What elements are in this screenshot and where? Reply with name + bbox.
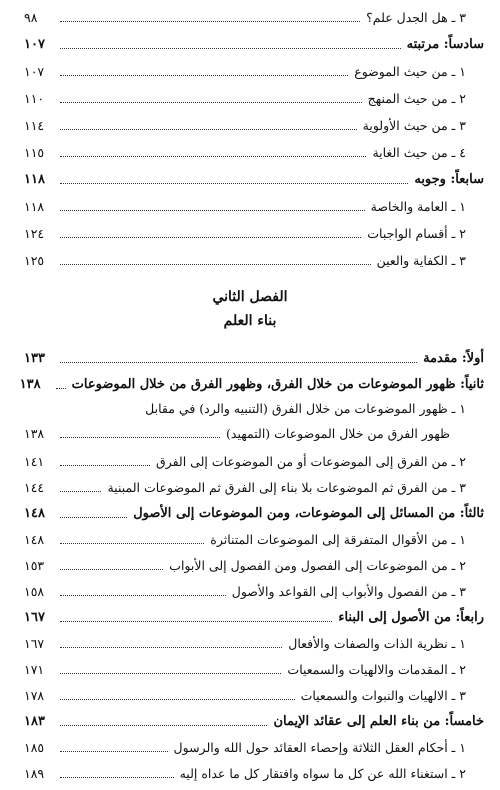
toc-entry-title: ٢ ـ أقسام الواجبات bbox=[367, 226, 466, 241]
leader-dots bbox=[60, 437, 220, 438]
toc-entry bbox=[24, 2, 484, 26]
toc-section-heading bbox=[24, 164, 484, 188]
leader-dots bbox=[60, 491, 101, 492]
toc-entry-title: ١ ـ من حيث الموضوع bbox=[354, 64, 466, 79]
leader-dots bbox=[60, 237, 361, 238]
toc-section-heading bbox=[24, 602, 484, 626]
toc-entry-page: ١١٤ bbox=[24, 118, 45, 133]
toc-entry-title: ٣ ـ من الفصول والأبواب إلى القواعد والأصول bbox=[231, 584, 466, 599]
toc-entry bbox=[24, 191, 484, 215]
toc-entry bbox=[24, 576, 484, 600]
leader-dots bbox=[60, 543, 204, 544]
toc-entry bbox=[24, 218, 484, 242]
toc-entry-title: ٣ ـ الكفاية والعين bbox=[376, 253, 466, 268]
toc-section-heading bbox=[24, 343, 484, 367]
toc-entry bbox=[24, 137, 484, 161]
toc-entry-title: ٢ ـ استغناء الله عن كل ما سواه وافتقار كل ما عداه إليه bbox=[179, 766, 466, 781]
leader-dots bbox=[60, 129, 357, 130]
toc-entry bbox=[24, 680, 484, 704]
leader-dots bbox=[60, 595, 226, 596]
toc-section-heading bbox=[24, 498, 484, 522]
toc-entry-page: ١١٠ bbox=[24, 91, 45, 106]
leader-dots bbox=[60, 647, 282, 648]
leader-dots bbox=[60, 777, 174, 778]
toc-entry-title: ١ ـ العامة والخاصة bbox=[370, 199, 466, 214]
leader-dots bbox=[60, 621, 332, 622]
toc-entry-page: ١٦٧ bbox=[24, 610, 45, 625]
leader-dots bbox=[60, 569, 163, 570]
toc-entry-title: ٣ ـ هل الجدل علم؟ bbox=[366, 10, 466, 25]
leader-dots bbox=[56, 388, 66, 389]
leader-dots bbox=[60, 21, 360, 22]
toc-section-heading bbox=[24, 29, 484, 53]
toc-section-heading bbox=[24, 706, 484, 730]
leader-dots bbox=[60, 156, 366, 157]
toc-entry bbox=[24, 758, 484, 782]
toc-entry-page: ١٤٤ bbox=[24, 480, 45, 495]
toc-entry-page: ١٢٤ bbox=[24, 226, 45, 241]
toc-entry bbox=[24, 550, 484, 574]
toc-entry bbox=[24, 395, 484, 417]
leader-dots bbox=[60, 699, 295, 700]
toc-entry-title: ٣ ـ من حيث الأولوية bbox=[362, 118, 466, 133]
toc-entry-title: سادساً: مرتبته bbox=[406, 37, 484, 52]
toc-entry-page: ١٤١ bbox=[24, 454, 45, 469]
toc-entry-title: خامساً: من بناء العلم إلى عقائد الإيمان bbox=[273, 714, 484, 729]
toc-entry-title: ثالثاً: من المسائل إلى الموضوعات، ومن الموضوعات إلى الأصول bbox=[133, 506, 484, 521]
toc-entry-page: ١٥٣ bbox=[24, 558, 45, 573]
toc-entry-page: ١٤٨ bbox=[24, 506, 45, 521]
toc-entry-title: ١ ـ أحكام العقل الثلاثة وإحصاء العقائد حول الله والرسول bbox=[173, 740, 466, 755]
toc-entry-page: ١٥٨ bbox=[24, 584, 45, 599]
toc-entry-title: ٢ ـ من الموضوعات إلى الفصول ومن الفصول إلى الأبواب bbox=[169, 558, 466, 573]
toc-entry-page: ١٣٨ bbox=[19, 377, 41, 392]
toc-entry-title: أولاً: مقدمة bbox=[423, 351, 484, 366]
toc-entry-continuation bbox=[24, 420, 484, 442]
toc-entry-page: ١٤٨ bbox=[24, 532, 45, 547]
leader-dots bbox=[60, 517, 127, 518]
toc-entry bbox=[24, 83, 484, 107]
toc-section-heading bbox=[19, 369, 484, 393]
toc-entry-title: ظهور الفرق من خلال الموضوعات (التمهيد) bbox=[226, 426, 450, 441]
toc-entry bbox=[24, 732, 484, 756]
toc-entry-page: ٩٨ bbox=[24, 10, 38, 25]
toc-entry bbox=[24, 654, 484, 678]
toc-entry-title: ١ ـ نظرية الذات والصفات والأفعال bbox=[288, 636, 466, 651]
toc-entry-page: ١١٥ bbox=[24, 145, 45, 160]
toc-entry-page: ١٠٧ bbox=[24, 64, 45, 79]
leader-dots bbox=[60, 102, 362, 103]
toc-entry-title: ٢ ـ المقدمات والالهيات والسمعيات bbox=[287, 662, 466, 677]
toc-entry-title: ثانياً: ظهور الموضوعات من خلال الفرق، وظهور الفرق من خلال الموضوعات bbox=[71, 377, 484, 392]
toc-entry bbox=[24, 446, 484, 470]
chapter-title: الفصل الثاني bbox=[212, 289, 288, 305]
leader-dots bbox=[60, 183, 408, 184]
leader-dots bbox=[60, 673, 281, 674]
toc-entry-page: ١٨٩ bbox=[24, 766, 45, 781]
toc-entry bbox=[24, 524, 484, 548]
leader-dots bbox=[60, 751, 168, 752]
toc-entry-title: ١ ـ من الأقوال المتفرقة إلى الموضوعات المتناثرة bbox=[210, 532, 466, 547]
toc-entry-title: ٢ ـ من حيث المنهج bbox=[367, 91, 466, 106]
toc-entry-page: ١٣٨ bbox=[24, 426, 45, 441]
leader-dots bbox=[60, 725, 267, 726]
toc-entry-page: ١١٨ bbox=[24, 172, 45, 187]
toc-entry-title: ٢ ـ من الفرق إلى الموضوعات أو من الموضوعات إلى الفرق bbox=[156, 454, 466, 469]
toc-entry bbox=[24, 245, 484, 269]
leader-dots bbox=[60, 362, 417, 363]
toc-entry-title: ١ ـ ظهور الموضوعات من خلال الفرق (التنبيه والرد) في مقابل bbox=[145, 401, 466, 416]
leader-dots bbox=[60, 465, 150, 466]
leader-dots bbox=[60, 75, 348, 76]
leader-dots bbox=[60, 264, 371, 265]
toc-entry-title: ٤ ـ من حيث الغاية bbox=[372, 145, 466, 160]
toc-entry bbox=[24, 56, 484, 80]
toc-entry-page: ١٧٨ bbox=[24, 688, 45, 703]
toc-entry-page: ١٨٥ bbox=[24, 740, 45, 755]
toc-entry-page: ١٢٥ bbox=[24, 253, 45, 268]
toc-entry-page: ١٦٧ bbox=[24, 636, 45, 651]
toc-entry-page: ١٧١ bbox=[24, 662, 45, 677]
toc-entry-page: ١١٨ bbox=[24, 199, 45, 214]
chapter-subtitle: بناء العلم bbox=[223, 313, 277, 329]
leader-dots bbox=[60, 210, 365, 211]
leader-dots bbox=[60, 48, 401, 49]
toc-entry-title: ٣ ـ من الفرق ثم الموضوعات بلا بناء إلى الفرق ثم الموضوعات المبنية bbox=[107, 480, 466, 495]
toc-entry-title: رابعاً: من الأصول إلى البناء bbox=[338, 610, 484, 625]
toc-entry bbox=[24, 472, 484, 496]
toc-entry bbox=[24, 628, 484, 652]
toc-entry-title: سابعاً: وجوبه bbox=[414, 172, 484, 187]
toc-entry-title: ٣ ـ الالهيات والنبوات والسمعيات bbox=[300, 688, 466, 703]
toc-entry-page: ١٠٧ bbox=[24, 37, 45, 52]
toc-entry bbox=[24, 110, 484, 134]
toc-entry-page: ١٨٣ bbox=[24, 714, 45, 729]
toc-entry-page: ١٣٣ bbox=[24, 351, 45, 366]
